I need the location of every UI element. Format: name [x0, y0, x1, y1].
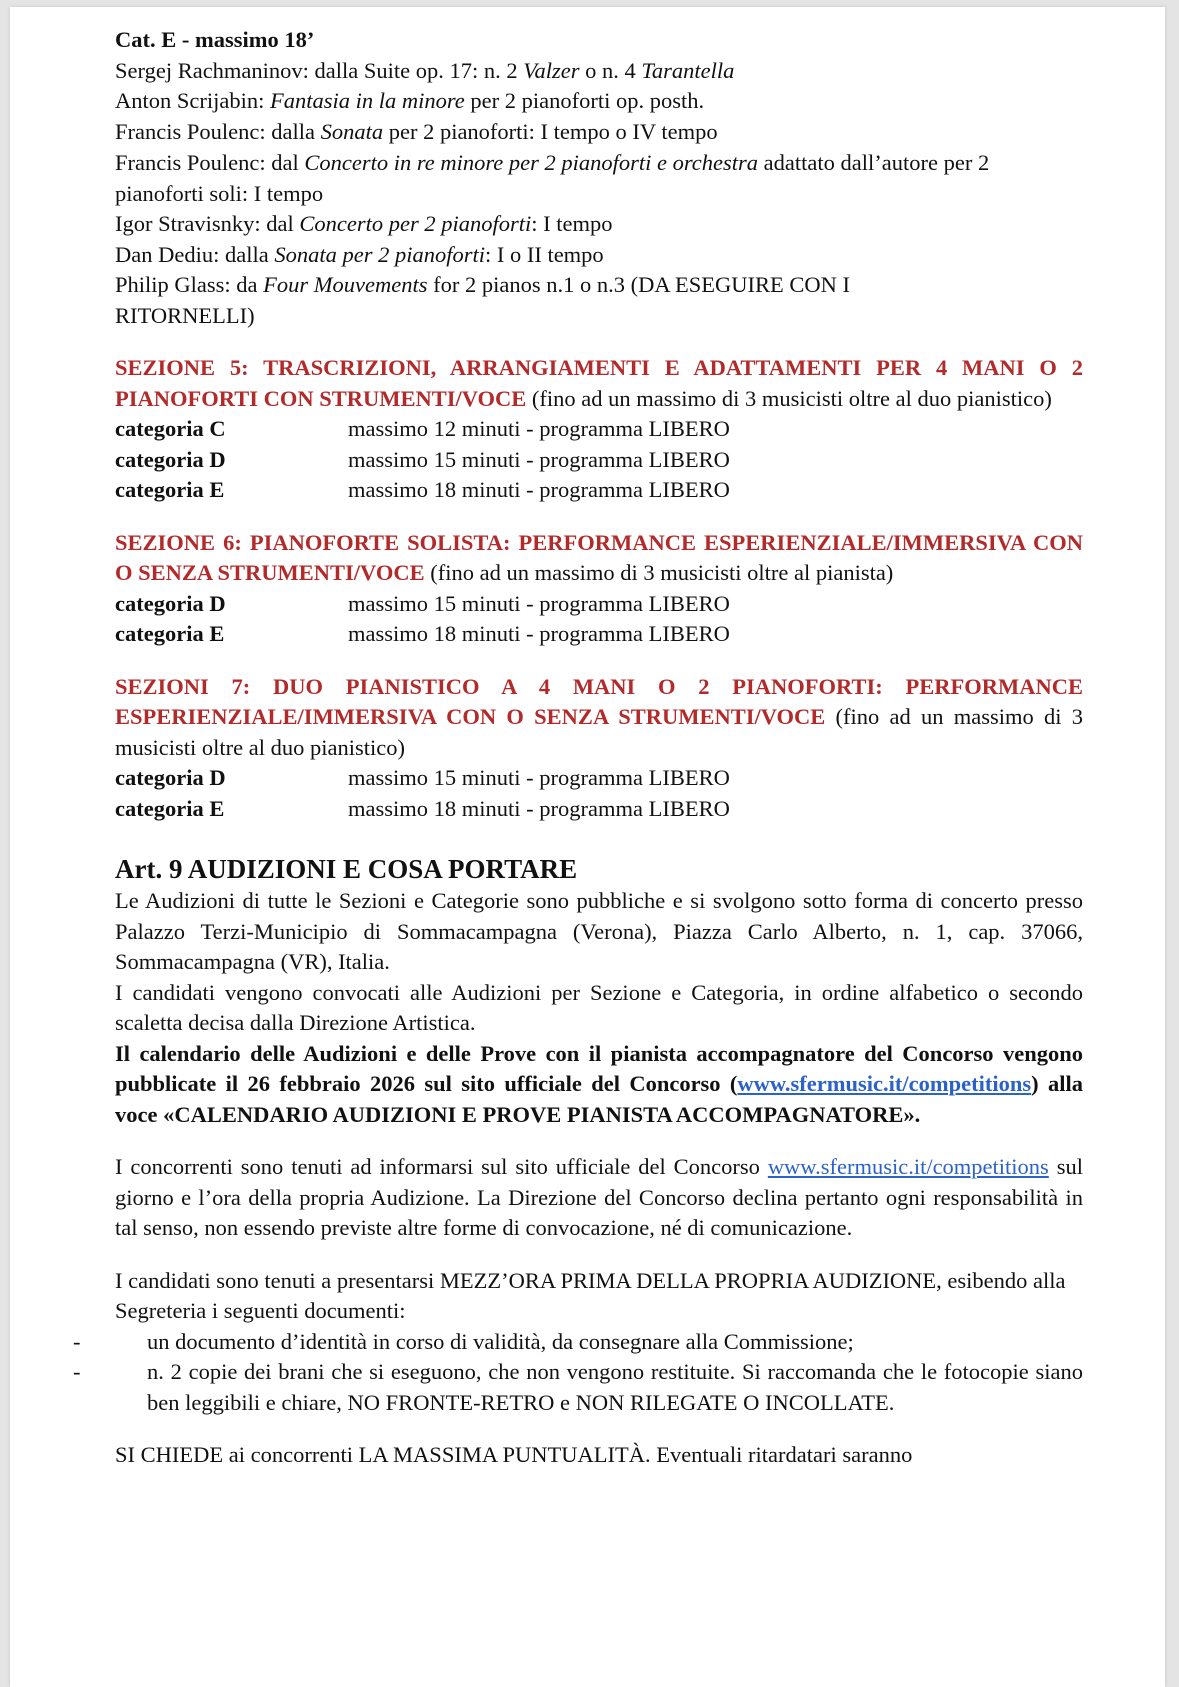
title-italic: Four Mouvements: [263, 272, 428, 297]
sezione-6-title: SEZIONE 6: PIANOFORTE SOLISTA: PERFORMANCE ESPERIENZIALE/IMMERSIVA CON O SENZA STRUMENTI/VOCE: [115, 529, 1083, 585]
title-italic: Concerto in re minore per 2 pianoforti e orchestra: [304, 150, 759, 175]
art-9-paragraph-4: [115, 1152, 1083, 1244]
category-label: categoria E: [115, 795, 225, 821]
sezione-6-note: (fino ad un massimo di 3 musicisti oltre al pianista): [424, 560, 894, 585]
category-label: categoria E: [115, 477, 225, 502]
text: : I o II tempo: [484, 241, 604, 267]
sezione-7-note: (fino ad un massimo di 3 musicisti oltre al duo pianistico): [115, 704, 1083, 760]
art-9-paragraph-6: SI CHIEDE ai concorrenti LA MASSIMA PUNTUALITÀ. Eventuali ritardatari saranno: [115, 1442, 913, 1467]
category-row: [115, 794, 1083, 825]
list-item-text: n. 2 copie dei brani che si eseguono, che non vengono restituite. Si raccomanda che le fotocopie siano ben leggibili e chiare, NO FRONTE-RETRO e NON RILEGATE O INCOLLATE.: [147, 1359, 1083, 1415]
work-item: [115, 209, 1083, 240]
category-value: massimo 15 minuti - programma LIBERO: [348, 590, 730, 616]
bullet-dash: -: [73, 1328, 81, 1354]
text: Il calendario delle Audizioni e delle Prove con il pianista accompagnatore del Concorso vengono pubblicate il 26 febbraio 2026 sul sito ufficiale del Concorso (: [115, 1040, 1083, 1096]
category-row: [115, 589, 1083, 620]
work-item: [115, 56, 1083, 87]
category-row: [115, 619, 1083, 650]
category-value: massimo 18 minuti - programma LIBERO: [348, 621, 730, 646]
category-label: categoria E: [115, 621, 225, 646]
text: ) alla voce «CALENDARIO AUDIZIONI E PROVE PIANISTA ACCOMPAGNATORE».: [115, 1071, 1084, 1127]
category-label: categoria D: [115, 765, 226, 790]
title-italic: Tarantella: [641, 57, 735, 83]
work-item: [115, 240, 1083, 271]
category-value: massimo 15 minuti - programma LIBERO: [348, 446, 730, 472]
category-row: [115, 475, 1083, 506]
text: Igor Stravisnky: dal: [115, 211, 300, 236]
text: Francis Poulenc: dal: [115, 150, 305, 175]
text: : I tempo: [531, 211, 613, 236]
category-label: categoria C: [115, 416, 226, 441]
list-item-text: un documento d’identità in corso di validità, da consegnare alla Commissione;: [147, 1328, 854, 1354]
text: Sergej Rachmaninov: dalla Suite op. 17: n. 2: [115, 57, 524, 83]
spacer: [115, 1130, 1083, 1152]
list-item: [73, 1327, 1083, 1358]
sezione-5-header: [115, 353, 1083, 414]
category-value: massimo 18 minuti - programma LIBERO: [348, 477, 730, 502]
competitions-link[interactable]: www.sfermusic.it/competitions: [767, 1154, 1049, 1179]
text: Philip Glass: da: [115, 272, 264, 297]
text: Anton Scrijabin:: [115, 88, 270, 113]
category-label: categoria D: [115, 590, 226, 616]
category-row: [115, 445, 1083, 476]
category-value: massimo 15 minuti - programma LIBERO: [348, 765, 730, 790]
category-value: massimo 18 minuti - programma LIBERO: [348, 795, 730, 821]
list-item: [73, 1357, 1083, 1418]
document-page: [10, 7, 1165, 1687]
text: adattato dall’autore per 2 pianoforti soli: I tempo: [115, 150, 990, 206]
spacer: [115, 650, 1083, 672]
text: per 2 pianoforti: I tempo o IV tempo: [383, 118, 718, 144]
art-9-paragraph-1: Le Audizioni di tutte le Sezioni e Categorie sono pubbliche e si svolgono sotto forma di concerto presso Palazzo Terzi-Municipio di Sommacampagna (Verona), Piazza Carlo Alberto, n. 1, cap. 37066, Sommacampagna (VR), Italia.: [115, 888, 1083, 974]
art-9-paragraph-5: I candidati sono tenuti a presentarsi MEZZ’ORA PRIMA DELLA PROPRIA AUDIZIONE, esibendo alla Segreteria i seguenti documenti:: [115, 1267, 1066, 1323]
work-item: [115, 147, 1083, 209]
text: I concorrenti sono tenuti ad informarsi sul sito ufficiale del Concorso: [115, 1154, 768, 1179]
cat-e-heading: Cat. E - massimo 18’: [115, 27, 315, 52]
title-italic: Sonata: [320, 118, 384, 144]
work-item: [115, 117, 1083, 148]
category-value: massimo 12 minuti - programma LIBERO: [348, 416, 730, 441]
spacer: [115, 506, 1083, 528]
art-9-calendar-notice: [115, 1039, 1083, 1131]
text: o n. 4: [579, 57, 642, 83]
spacer: [115, 824, 1083, 852]
title-italic: Sonata per 2 pianoforti: [274, 241, 485, 267]
text: for 2 pianos n.1 o n.3 (DA ESEGUIRE CON I RITORNELLI): [115, 272, 850, 328]
sezione-6-header: [115, 528, 1083, 589]
sezione-5-title: SEZIONE 5: TRASCRIZIONI, ARRANGIAMENTI E ADATTAMENTI PER 4 MANI O 2 PIANOFORTI CON STRUMENTI/VOCE: [115, 355, 1083, 411]
category-label: categoria D: [115, 446, 226, 472]
sezione-5-note: (fino ad un massimo di 3 musicisti oltre al duo pianistico): [526, 385, 1052, 411]
document-content: [73, 25, 1084, 1471]
title-italic: Valzer: [523, 57, 580, 83]
sezione-7-title: SEZIONI 7: DUO PIANISTICO A 4 MANI O 2 PIANOFORTI: PERFORMANCE ESPERIENZIALE/IMMERSIVA CON O SENZA STRUMENTI/VOCE: [115, 673, 1083, 729]
bullet-dash: -: [73, 1359, 81, 1384]
art-9-paragraph-2: I candidati vengono convocati alle Audizioni per Sezione e Categoria, in ordine alfabetico o secondo scaletta decisa dalla Direzione Artistica.: [115, 979, 1083, 1035]
sezione-7-header: [115, 672, 1083, 764]
work-item: [115, 270, 955, 331]
category-row: [115, 763, 1083, 794]
spacer: [115, 331, 1083, 353]
spacer: [115, 1244, 1083, 1266]
competitions-link[interactable]: www.sfermusic.it/competitions: [737, 1071, 1032, 1096]
text: sul giorno e l’ora della propria Audizione. La Direzione del Concorso declina pertanto ogni responsabilità in tal senso, non essendo previste altre forme di convocazione, né di comunicazione.: [115, 1154, 1083, 1240]
title-italic: Concerto per 2 pianoforti: [299, 211, 532, 236]
category-row: [115, 414, 1083, 445]
spacer: [115, 1418, 1083, 1440]
text: Dan Dediu: dalla: [115, 241, 275, 267]
text: Francis Poulenc: dalla: [115, 118, 321, 144]
text: per 2 pianoforti op. posth.: [464, 88, 705, 113]
title-italic: Fantasia in la minore: [269, 88, 465, 113]
work-item: [115, 86, 1083, 117]
art-9-heading: Art. 9 AUDIZIONI E COSA PORTARE: [115, 854, 578, 884]
